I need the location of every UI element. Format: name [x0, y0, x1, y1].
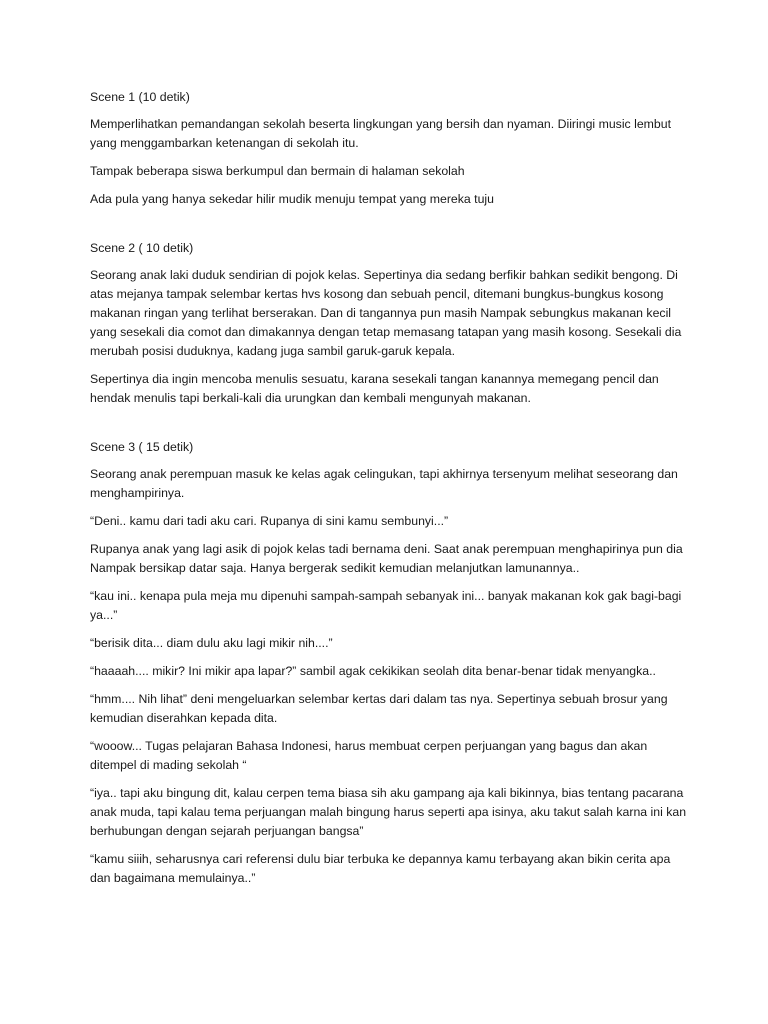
paragraph: Tampak beberapa siswa berkumpul dan bermain di halaman sekolah	[90, 164, 465, 178]
scene-title: Scene 3 ( 15 detik)	[90, 440, 194, 454]
dialogue-line: “wooow... Tugas pelajaran Bahasa Indonesi, harus membuat cerpen perjuangan yang bagus dan akan ditempel di mading sekolah “	[90, 739, 648, 772]
paragraph: Memperlihatkan pemandangan sekolah beserta lingkungan yang bersih dan nyaman. Diiringi music lembut yang menggambarkan ketenangan di sekolah itu.	[90, 117, 672, 150]
scene-title: Scene 2 ( 10 detik)	[90, 241, 194, 255]
dialogue-line: “haaaah.... mikir? Ini mikir apa lapar?” sambil agak cekikikan seolah dita benar-benar tidak menyangka..	[90, 664, 656, 678]
paragraph: Seorang anak laki duduk sendirian di pojok kelas. Sepertinya dia sedang berfikir bahkan sedikit bengong. Di atas mejanya tampak selembar kertas hvs kosong dan sebuah pencil, ditemani bungkus-bungkus kosong makanan ringan yang terlihat berserakan. Dan di tangannya pun masih Nampak sebungkus makanan kecil yang sesekali dia comot dan dimakannya dengan tetap memasang tatapan yang masih kosong. Sesekali dia merubah posisi duduknya, kadang juga sambil garuk-garuk kepala.	[90, 268, 682, 358]
paragraph: Seorang anak perempuan masuk ke kelas agak celingukan, tapi akhirnya tersenyum melihat seseorang dan menghampirinya.	[90, 467, 678, 500]
scene-2	[90, 239, 690, 408]
paragraph: Ada pula yang hanya sekedar hilir mudik menuju tempat yang mereka tuju	[90, 192, 494, 206]
paragraph: Rupanya anak yang lagi asik di pojok kelas tadi bernama deni. Saat anak perempuan menghapirinya pun dia Nampak bersikap datar saja. Hanya bergerak sedikit kemudian melanjutkan lamunannya..	[90, 542, 683, 575]
scene-3	[90, 438, 690, 888]
scene-1	[90, 88, 690, 209]
scene-title: Scene 1 (10 detik)	[90, 90, 190, 104]
dialogue-line: “Deni.. kamu dari tadi aku cari. Rupanya di sini kamu sembunyi...”	[90, 514, 449, 528]
dialogue-line: “kamu siiih, seharusnya cari referensi dulu biar terbuka ke depannya kamu terbayang akan bikin cerita apa dan bagaimana memulainya..”	[90, 852, 671, 885]
dialogue-line: “hmm.... Nih lihat” deni mengeluarkan selembar kertas dari dalam tas nya. Sepertinya sebuah brosur yang kemudian diserahkan kepada dita.	[90, 692, 668, 725]
paragraph: Sepertinya dia ingin mencoba menulis sesuatu, karana sesekali tangan kanannya memegang pencil dan hendak menulis tapi berkali-kali dia urungkan dan kembali mengunyah makanan.	[90, 372, 659, 405]
document-page	[90, 88, 690, 897]
dialogue-line: “iya.. tapi aku bingung dit, kalau cerpen tema biasa sih aku gampang aja kali bikinnya, bias tentang pacarana anak muda, tapi kalau tema perjuangan malah bingung harus seperti apa isinya, aku takut salah karna ini kan berhubungan dengan sejarah perjuangan bangsa”	[90, 786, 687, 838]
dialogue-line: “berisik dita... diam dulu aku lagi mikir nih....”	[90, 636, 333, 650]
dialogue-line: “kau ini.. kenapa pula meja mu dipenuhi sampah-sampah sebanyak ini... banyak makanan kok gak bagi-bagi ya...”	[90, 589, 682, 622]
